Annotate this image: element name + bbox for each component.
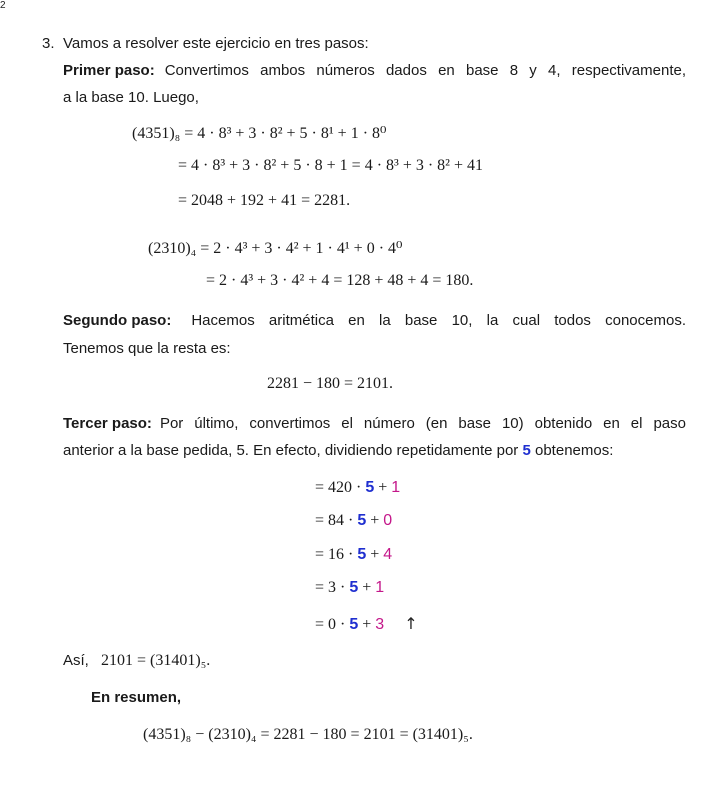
division-remainder: 0 xyxy=(383,512,393,529)
eq1-line1: (4351)₈ = 4 · 8³ + 3 · 8² + 5 · 8¹ + 1 · 8⁰ xyxy=(132,125,387,142)
step1-paragraph-line1 xyxy=(63,62,686,79)
step3-text-line2 xyxy=(63,442,613,459)
step3-text-line2-part1: anterior a la base pedida, 5. En efecto, dividiendo repetidamente por xyxy=(63,442,519,459)
summary-label: En resumen, xyxy=(91,689,182,706)
division-quotient: 3 xyxy=(328,579,337,596)
eq2-line2: = 2 · 4³ + 3 · 4² + 4 = 128 + 48 + 4 = 180. xyxy=(206,272,474,289)
division-divisor: 5 xyxy=(357,512,367,529)
step1-label: Primer paso: xyxy=(63,62,155,79)
result-equation: 2101 = (31401)₅. xyxy=(101,652,211,669)
step3-divisor-highlight: 5 xyxy=(522,442,531,459)
division-remainder: 1 xyxy=(391,479,401,496)
step2-text-line2: Tenemos que la resta es: xyxy=(63,340,231,357)
eq1-line2: = 4 · 8³ + 3 · 8² + 5 · 8 + 1 = 4 · 8³ + 3 · 8² + 41 xyxy=(178,157,483,174)
division-divisor: 5 xyxy=(365,479,375,496)
step2-paragraph-line1 xyxy=(63,312,686,329)
corner-mark: 2 xyxy=(0,0,6,11)
step1-text-line1: Convertimos ambos números dados en base 8 y 4, respectivamente, xyxy=(164,62,686,79)
division-divisor: 5 xyxy=(349,616,359,633)
step1-text-line2: a la base 10. Luego, xyxy=(63,89,199,106)
division-divisor: 5 xyxy=(357,546,367,563)
result-label: Así, xyxy=(63,652,89,669)
division-quotient: 16 xyxy=(328,546,345,563)
intro-text: Vamos a resolver este ejercicio en tres pasos: xyxy=(63,35,369,52)
division-rhs: = 3 · 5 + 1 xyxy=(315,579,385,596)
division-rhs: = 84 · 5 + 0 xyxy=(315,512,393,529)
item-number: 3. xyxy=(42,35,55,52)
step3-text-line2-part2: obtenemos: xyxy=(535,442,614,459)
step2-label: Segundo paso: xyxy=(63,312,172,329)
division-quotient: 420 xyxy=(328,479,353,496)
eq1-line3: = 2048 + 192 + 41 = 2281. xyxy=(178,192,351,209)
step2-text-line1: Hacemos aritmética en la base 10, la cual todos conocemos. xyxy=(191,312,686,329)
division-remainder: 4 xyxy=(383,546,393,563)
division-divisor: 5 xyxy=(349,579,359,596)
step3-text-line1: Por último, convertimos el número (en base 10) obtenido en el paso xyxy=(159,415,686,432)
division-quotient: 0 xyxy=(328,616,337,633)
division-remainder: 1 xyxy=(375,579,385,596)
division-rhs: = 16 · 5 + 4 xyxy=(315,546,393,563)
division-quotient: 84 xyxy=(328,512,345,529)
division-remainder: 3 xyxy=(375,616,385,633)
up-arrow-icon: ↑ xyxy=(404,614,418,633)
step3-label: Tercer paso: xyxy=(63,415,152,432)
eq2-line1: (2310)₄ = 2 · 4³ + 3 · 4² + 1 · 4¹ + 0 · 4⁰ xyxy=(148,240,403,257)
step2-equation: 2281 − 180 = 2101. xyxy=(267,375,394,392)
division-rhs: = 420 · 5 + 1 xyxy=(315,479,401,496)
division-rhs: = 0 · 5 + 3 ↑ xyxy=(315,614,418,633)
step3-paragraph-line1 xyxy=(63,415,686,432)
summary-equation: (4351)₈ − (2310)₄ = 2281 − 180 = 2101 = (31401)₅. xyxy=(143,726,473,743)
result-line xyxy=(63,652,210,670)
